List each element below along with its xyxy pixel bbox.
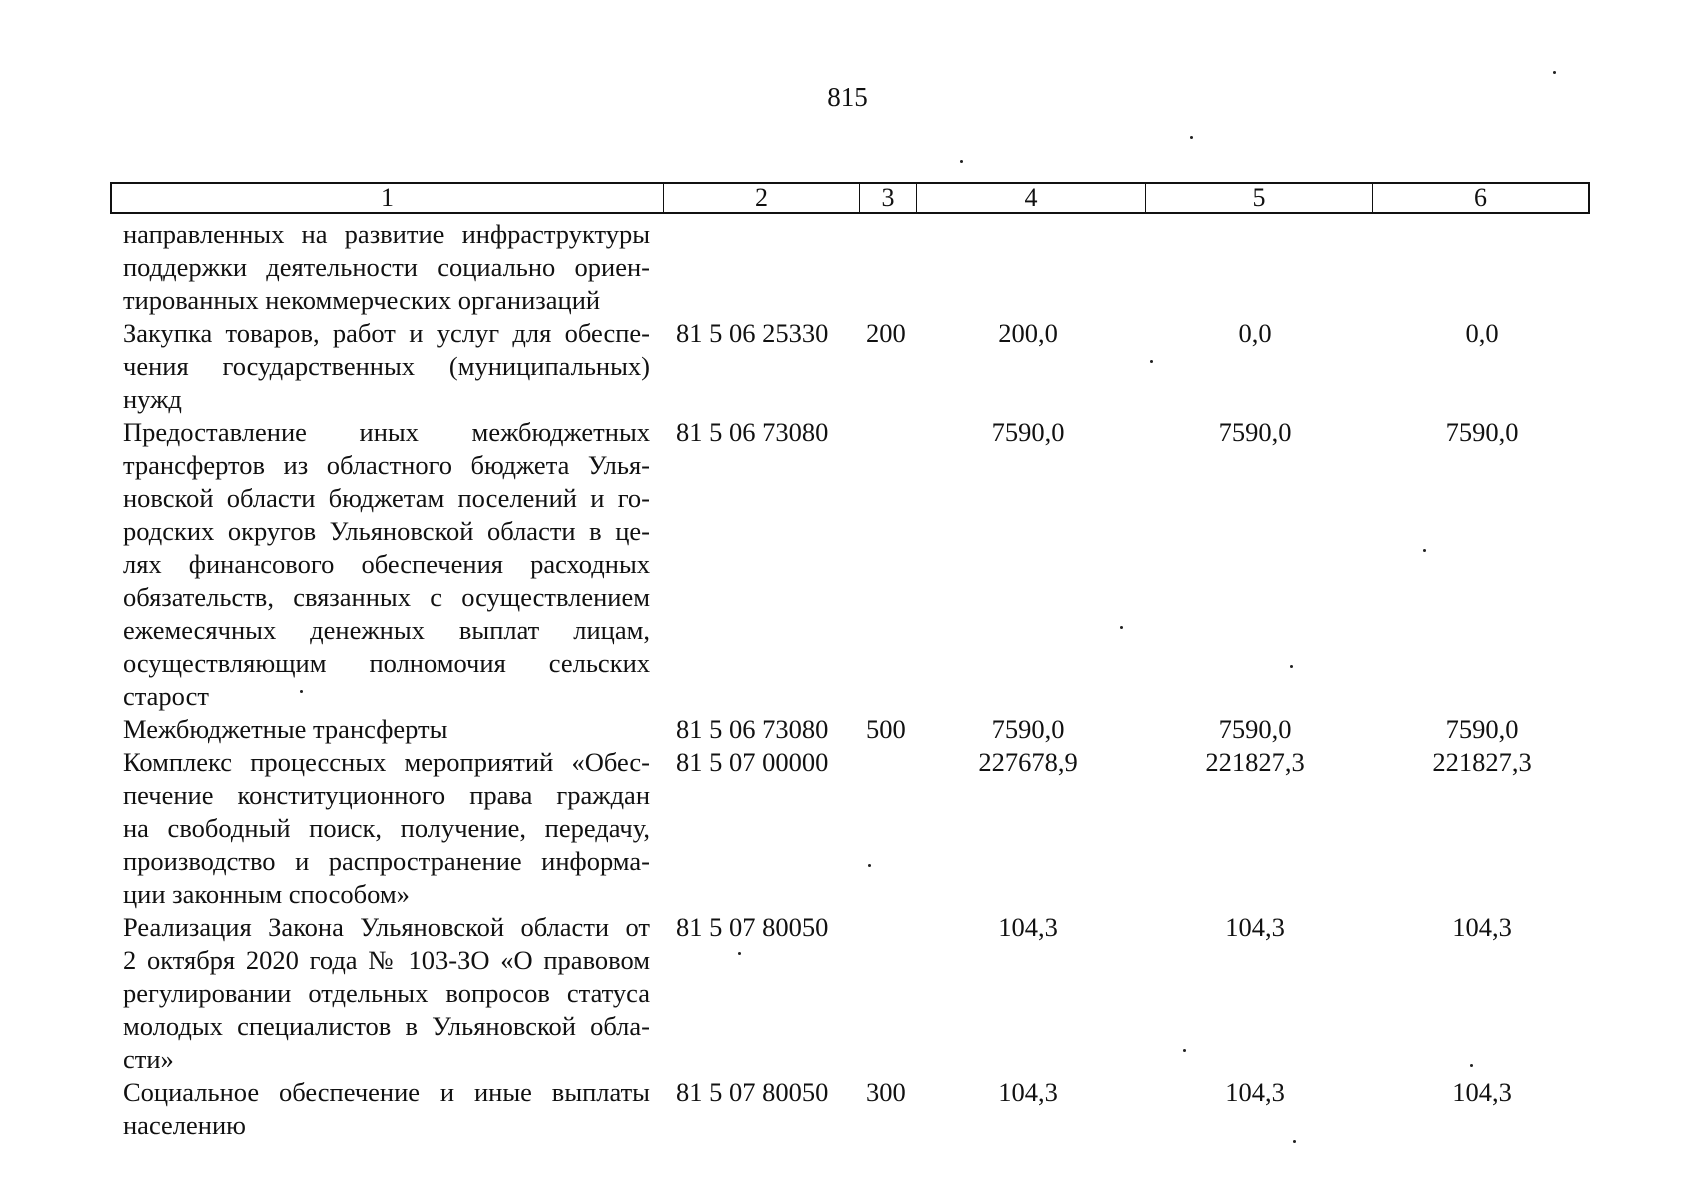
description-line: сти» xyxy=(123,1044,174,1074)
value-col6: 0,0 xyxy=(1465,318,1499,348)
budget-code: 81 5 07 00000 xyxy=(676,747,829,777)
header-cell-5: 5 xyxy=(1146,184,1373,212)
description-line: на свободный поиск, получение, передачу, xyxy=(123,813,650,843)
budget-code: 81 5 06 25330 xyxy=(676,318,829,348)
value-col4: 104,3 xyxy=(998,912,1058,942)
description-line: регулировании отдельных вопросов статуса xyxy=(123,978,650,1008)
description-line: Комплекс процессных мероприятий «Обес- xyxy=(123,747,650,777)
row-description xyxy=(123,911,650,1076)
value-col5: 221827,3 xyxy=(1205,747,1305,777)
scan-speck xyxy=(960,160,963,163)
value-col6: 104,3 xyxy=(1452,912,1512,942)
budget-code: 81 5 06 73080 xyxy=(676,714,829,744)
value-col4: 104,3 xyxy=(998,1077,1058,1107)
row-description xyxy=(123,1076,650,1142)
page-number: 815 xyxy=(827,82,868,112)
description-line: осуществляющим полномочия сельских xyxy=(123,648,650,678)
header-cell-3: 3 xyxy=(860,184,917,212)
description-line: трансфертов из областного бюджета Улья- xyxy=(123,450,650,480)
description-line: 2 октября 2020 года № 103-ЗО «О правовом xyxy=(123,945,650,975)
value-col5: 7590,0 xyxy=(1218,417,1292,447)
header-cell-1: 1 xyxy=(112,184,664,212)
description-line: чения государственных (муниципальных) xyxy=(123,351,650,381)
value-col5: 104,3 xyxy=(1225,912,1285,942)
scan-speck xyxy=(1553,71,1556,74)
description-line: нужд xyxy=(123,384,182,414)
table-row xyxy=(0,911,1695,1076)
description-line: Социальное обеспечение и иные выплаты xyxy=(123,1077,650,1107)
value-col6: 7590,0 xyxy=(1445,714,1519,744)
row-description xyxy=(123,218,650,317)
description-line: обязательств, связанных с осуществлением xyxy=(123,582,650,612)
table-row xyxy=(0,746,1695,911)
budget-code: 81 5 06 73080 xyxy=(676,417,829,447)
row-description xyxy=(123,416,650,713)
description-line: направленных на развитие инфраструктуры xyxy=(123,219,650,249)
table-row xyxy=(0,1076,1695,1142)
value-col4: 227678,9 xyxy=(978,747,1078,777)
description-line: Реализация Закона Ульяновской области от xyxy=(123,912,650,942)
description-line: Предоставление иных межбюджетных xyxy=(123,417,650,447)
row-description xyxy=(123,317,650,416)
budget-code: 81 5 07 80050 xyxy=(676,912,829,942)
value-col6: 7590,0 xyxy=(1445,417,1519,447)
table-row xyxy=(0,317,1695,416)
description-line: лях финансового обеспечения расходных xyxy=(123,549,650,579)
value-col4: 7590,0 xyxy=(991,417,1065,447)
table-row xyxy=(0,713,1695,746)
value-col6: 221827,3 xyxy=(1432,747,1532,777)
value-col4: 7590,0 xyxy=(991,714,1065,744)
header-cell-4: 4 xyxy=(917,184,1146,212)
description-line: новской области бюджетам поселений и го- xyxy=(123,483,650,513)
expense-type: 300 xyxy=(866,1077,906,1107)
row-description xyxy=(123,746,650,911)
description-line: Межбюджетные трансферты xyxy=(123,714,448,744)
description-line: печение конституционного права граждан xyxy=(123,780,650,810)
description-line: населению xyxy=(123,1110,246,1140)
description-line: ежемесячных денежных выплат лицам, xyxy=(123,615,650,645)
description-line: производство и распространение информа- xyxy=(123,846,650,876)
value-col4: 200,0 xyxy=(998,318,1058,348)
scan-speck xyxy=(1190,136,1193,139)
description-line: молодых специалистов в Ульяновской обла- xyxy=(123,1011,650,1041)
header-cell-6: 6 xyxy=(1474,183,1487,212)
expense-type: 500 xyxy=(866,714,906,744)
value-col5: 104,3 xyxy=(1225,1077,1285,1107)
description-line: ции законным способом» xyxy=(123,879,410,909)
value-col6: 104,3 xyxy=(1452,1077,1512,1107)
budget-code: 81 5 07 80050 xyxy=(676,1077,829,1107)
row-description xyxy=(123,713,650,746)
table-row xyxy=(0,218,1695,317)
table-row xyxy=(0,416,1695,713)
description-line: старост xyxy=(123,681,209,711)
header-cell-2: 2 xyxy=(664,184,860,212)
description-line: поддержки деятельности социально ориен- xyxy=(123,252,650,282)
expense-type: 200 xyxy=(866,318,906,348)
description-line: Закупка товаров, работ и услуг для обеспе- xyxy=(123,318,650,348)
description-line: родских округов Ульяновской области в це- xyxy=(123,516,650,546)
value-col5: 0,0 xyxy=(1238,318,1272,348)
table-header-row xyxy=(110,182,1590,214)
table-body xyxy=(0,218,1695,1142)
value-col5: 7590,0 xyxy=(1218,714,1292,744)
description-line: тированных некоммерческих организаций xyxy=(123,285,601,315)
